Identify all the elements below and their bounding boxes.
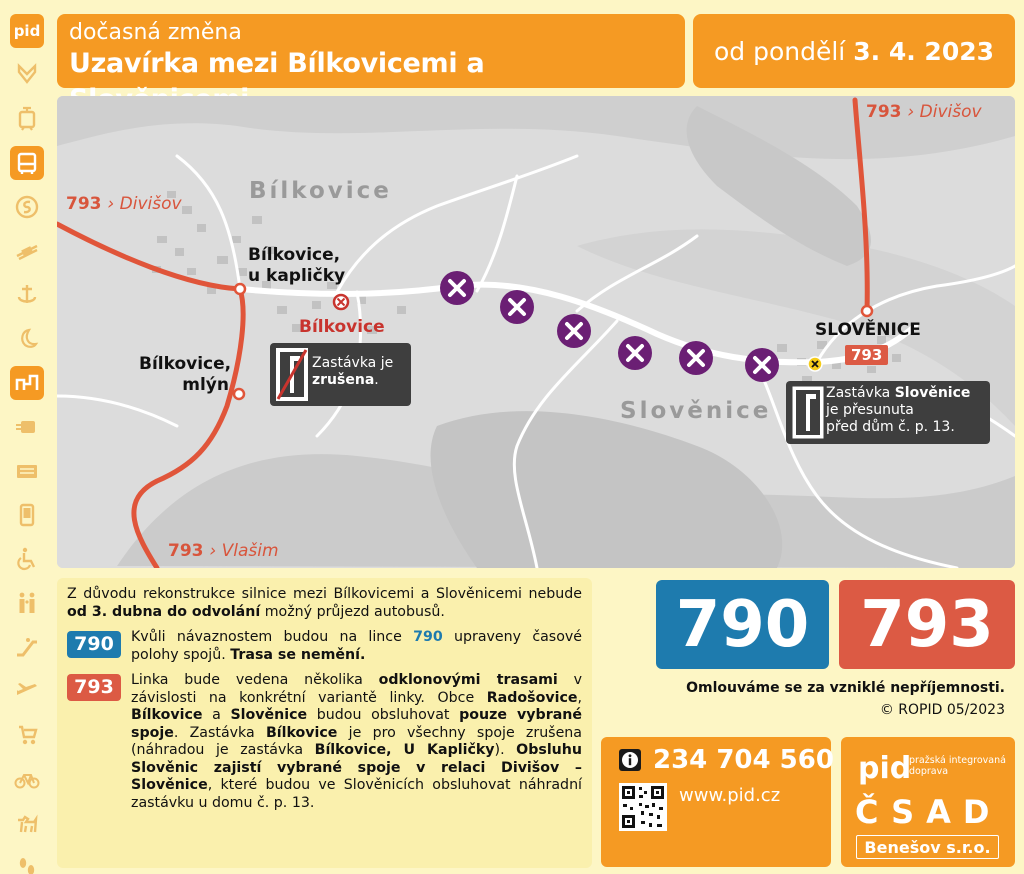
line-790-text: Kvůli návaznostem budou na lince 790 upraveny časové polohy spojů. Trasa se nemění.	[131, 629, 583, 663]
copyright-text: © ROPID 05/2023	[879, 702, 1005, 718]
phone-number[interactable]: 234 704 560	[653, 745, 834, 775]
line-790-badge: 790	[67, 631, 121, 658]
contact-box	[601, 737, 834, 867]
stop-cancelled-icon	[276, 348, 308, 401]
closure-marker	[744, 347, 780, 387]
route-ref-nw: 793 › Divišov	[66, 194, 182, 214]
info-icon	[619, 749, 641, 771]
website-link[interactable]: www.pid.cz	[679, 785, 781, 806]
qr-code-icon	[619, 783, 667, 831]
replacement-bus-icon	[10, 366, 44, 400]
bus-icon	[10, 146, 44, 180]
stroller-icon	[10, 718, 44, 752]
village-label-bilkovice: Bílkovice	[249, 178, 392, 204]
line-793-badge: 793	[67, 674, 121, 701]
bicycle-icon	[10, 762, 44, 796]
line-790-info	[67, 629, 582, 664]
route-ref-ne: 793 › Divišov	[866, 102, 982, 122]
pid-logo: pid	[858, 751, 912, 786]
tram-icon	[10, 102, 44, 136]
line-793-text: Linka bude vedena několika odklonovými trasami v závislosti na konkrétní variantě linky. Obce Radošovice, Bílkovice a Slověnice budou obsluhovat pouze vybrané spoje. Zastávka Bílkovice je pro všechny spoje zrušena (náhradou je zastávka Bílkovice, U Kapličky). Obsluhu Slověnic zajistí vybrané spoje v relaci Divišov – Slověnice, které budou ve Slověnicích obsluhovat náhradní zastávku u domu č. p. 13.	[131, 672, 582, 811]
route-ref-s: 793 › Vlašim	[168, 541, 279, 561]
anchor-icon	[10, 278, 44, 312]
closure-marker	[439, 270, 475, 310]
footsteps-icon	[10, 850, 44, 874]
stop-label-slovenice: SLOVĚNICE	[815, 320, 921, 340]
mobile-ticket-icon	[10, 498, 44, 532]
note-stop-cancelled: Zastávka je zrušena.	[270, 343, 411, 406]
effective-date: 3. 4. 2023	[853, 36, 995, 66]
night-icon	[10, 322, 44, 356]
escalator-icon	[10, 630, 44, 664]
info-panel	[57, 578, 592, 868]
line-793-tile: 793	[839, 580, 1015, 669]
ticket-icon	[10, 454, 44, 488]
line-793-info	[67, 672, 582, 812]
stop-label-mlyn: Bílkovice, mlýn	[139, 354, 232, 395]
stop-label-bilkovice-cancelled: Bílkovice	[299, 317, 385, 337]
stop-line-badge: 793	[845, 345, 888, 365]
closure-marker	[556, 313, 592, 353]
train-icon	[10, 58, 44, 92]
transport-mode-sidebar	[10, 14, 46, 864]
note-stop-moved: Zastávka Slověnice je přesunuta před dům č. p. 13.	[786, 381, 990, 444]
date-prefix: od pondělí	[713, 36, 846, 66]
family-icon	[10, 586, 44, 620]
on-demand-icon	[10, 410, 44, 444]
line-790-tile: 790	[656, 580, 829, 669]
notice-title: Uzavírka mezi Bílkovicemi a	[69, 48, 485, 79]
operator-name: ČSAD	[855, 793, 1002, 831]
closure-map	[57, 96, 1015, 568]
closure-marker	[499, 289, 535, 329]
airplane-icon	[10, 674, 44, 708]
title-banner	[57, 14, 685, 88]
pid-logo-tile: pid	[10, 14, 44, 48]
intro-text: Z důvodu rekonstrukce silnice mezi Bílkovicemi a Slověnicemi nebude od 3. dubna do odvolání možný průjezd autobusů.	[67, 586, 582, 620]
pid-tagline: pražská integrovaná doprava	[909, 755, 1006, 777]
ferry-icon	[10, 190, 44, 224]
village-label-slovenice: Slověnice	[620, 398, 772, 424]
notice-subtitle: dočasná změna	[69, 20, 242, 45]
stop-moved-icon	[792, 386, 824, 439]
stop-label-u-kaplicky: Bílkovice, u kapličky	[248, 245, 346, 286]
closure-marker	[678, 340, 714, 380]
wheelchair-icon	[10, 542, 44, 576]
apology-text: Omlouváme se za vzniklé nepříjemnosti.	[686, 680, 1005, 696]
operator-box	[841, 737, 1015, 867]
operator-subname: Benešov s.r.o.	[856, 835, 999, 859]
dog-icon	[10, 806, 44, 840]
effective-date-banner	[693, 14, 1015, 88]
funicular-icon	[10, 234, 44, 268]
closure-marker	[617, 335, 653, 375]
